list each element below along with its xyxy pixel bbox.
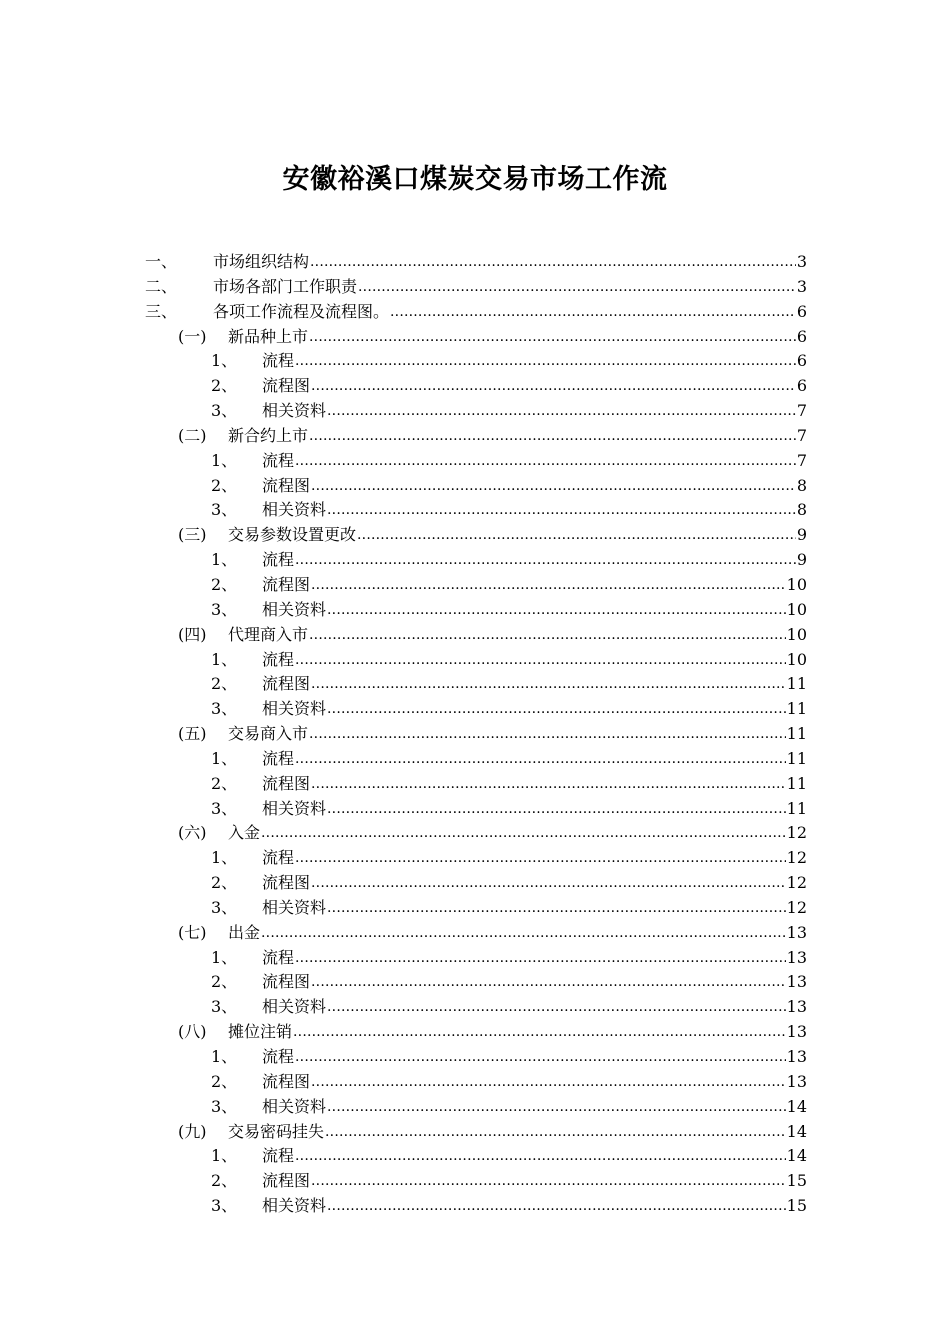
toc-dot-leader (311, 373, 796, 399)
toc-entry-title: 流程 (262, 848, 295, 868)
toc-entry-title: 相关资料 (262, 1096, 327, 1116)
toc-entry[interactable] (145, 921, 807, 946)
toc-entry-title: 相关资料 (262, 699, 327, 719)
toc-entry-title: 流程图 (262, 773, 311, 793)
toc-entry-page-number: 8 (796, 500, 807, 520)
toc-entry-page-number: 13 (786, 1022, 807, 1042)
toc-entry-number: 二、 (145, 276, 178, 296)
toc-entry-page-number: 8 (796, 475, 807, 495)
toc-entry[interactable] (145, 399, 807, 424)
toc-entry-title: 相关资料 (262, 599, 327, 619)
toc-entry-title: 相关资料 (262, 500, 327, 520)
toc-dot-leader (261, 820, 786, 846)
toc-entry[interactable] (145, 1120, 807, 1145)
toc-entry-title: 流程图 (262, 376, 311, 396)
toc-dot-leader (358, 274, 796, 300)
toc-dot-leader (295, 845, 786, 871)
toc-entry-number: 2、 (211, 674, 238, 694)
toc-entry-title: 流程图 (262, 873, 311, 893)
toc-entry-number: (三) (178, 525, 207, 545)
toc-entry[interactable] (145, 672, 807, 697)
toc-entry-page-number: 6 (796, 326, 807, 346)
toc-dot-leader (309, 324, 796, 350)
toc-entry-number: 2、 (211, 475, 238, 495)
toc-entry[interactable] (145, 697, 807, 722)
toc-entry-page-number: 13 (786, 972, 807, 992)
toc-entry-page-number: 7 (796, 450, 807, 470)
toc-entry-number: 3、 (211, 699, 238, 719)
toc-dot-leader (309, 423, 796, 449)
toc-dot-leader (327, 597, 786, 623)
toc-entry[interactable] (145, 598, 807, 623)
toc-entry-page-number: 14 (786, 1146, 807, 1166)
toc-entry-page-number: 12 (786, 897, 807, 917)
toc-entry-page-number: 12 (786, 873, 807, 893)
toc-dot-leader (311, 1069, 786, 1095)
toc-entry-page-number: 7 (796, 425, 807, 445)
toc-entry[interactable] (145, 946, 807, 971)
toc-entry-page-number: 11 (786, 674, 807, 694)
toc-entry-number: 3、 (211, 1196, 238, 1216)
toc-entry[interactable] (145, 722, 807, 747)
toc-entry[interactable] (145, 424, 807, 449)
toc-entry-page-number: 13 (786, 997, 807, 1017)
toc-entry[interactable] (145, 449, 807, 474)
toc-dot-leader (311, 771, 786, 797)
toc-entry-page-number: 12 (786, 848, 807, 868)
toc-entry[interactable] (145, 772, 807, 797)
toc-dot-leader (390, 299, 796, 325)
toc-entry-page-number: 6 (796, 351, 807, 371)
toc-dot-leader (261, 920, 786, 946)
toc-entry[interactable] (145, 374, 807, 399)
toc-entry-page-number: 14 (786, 1096, 807, 1116)
toc-entry-page-number: 12 (786, 823, 807, 843)
toc-entry-number: 2、 (211, 773, 238, 793)
toc-entry[interactable] (145, 275, 807, 300)
toc-entry-title: 交易密码挂失 (228, 1121, 325, 1141)
toc-entry-title: 流程 (262, 351, 295, 371)
toc-entry-number: 3、 (211, 401, 238, 421)
toc-entry-title: 流程图 (262, 1171, 311, 1191)
toc-entry-title: 相关资料 (262, 798, 327, 818)
toc-dot-leader (309, 721, 786, 747)
toc-entry-title: 流程 (262, 748, 295, 768)
toc-entry-number: 2、 (211, 972, 238, 992)
toc-entry-number: 一、 (145, 252, 178, 271)
document-title: 安徽裕溪口煤炭交易市场工作流 (282, 164, 668, 195)
toc-entry-page-number: 7 (796, 401, 807, 421)
toc-dot-leader (295, 647, 786, 673)
toc-entry-number: (五) (178, 724, 207, 744)
toc-entry-number: 1、 (211, 1047, 238, 1066)
toc-dot-leader (327, 398, 796, 424)
toc-dot-leader (311, 870, 786, 896)
toc-entry-number: 1、 (211, 848, 238, 868)
toc-entry[interactable] (145, 846, 807, 871)
toc-entry-title: 流程图 (262, 674, 311, 694)
toc-entry-number: 2、 (211, 873, 238, 893)
toc-entry-page-number: 13 (786, 922, 807, 942)
toc-entry-page-number: 11 (786, 748, 807, 768)
toc-entry-page-number: 9 (796, 525, 807, 545)
toc-entry[interactable] (145, 349, 807, 374)
toc-entry[interactable] (145, 871, 807, 896)
toc-entry-title: 流程 (262, 947, 295, 967)
toc-entry[interactable] (145, 474, 807, 499)
toc-entry-title: 市场组织结构 (213, 252, 310, 271)
toc-entry-number: (四) (178, 624, 207, 644)
toc-dot-leader (327, 796, 786, 822)
toc-dot-leader (311, 572, 786, 598)
toc-entry[interactable] (145, 896, 807, 921)
toc-dot-leader (295, 448, 796, 474)
toc-entry-title: 出金 (228, 922, 261, 942)
toc-entry-title: 相关资料 (262, 401, 327, 421)
toc-entry[interactable] (145, 970, 807, 995)
toc-entry-title: 入金 (228, 823, 261, 843)
toc-dot-leader (295, 746, 786, 772)
toc-dot-leader (295, 348, 796, 374)
toc-entry-number: 1、 (211, 649, 238, 669)
table-of-contents (145, 250, 807, 1219)
toc-entry-page-number: 10 (786, 649, 807, 669)
toc-entry-page-number: 13 (786, 1047, 807, 1066)
toc-entry-number: 1、 (211, 947, 238, 967)
toc-entry-title: 相关资料 (262, 997, 327, 1017)
toc-entry-page-number: 14 (786, 1121, 807, 1141)
toc-dot-leader (327, 895, 786, 921)
toc-entry-number: (八) (178, 1022, 207, 1042)
toc-entry-page-number: 10 (786, 574, 807, 594)
toc-entry-title: 流程 (262, 450, 295, 470)
toc-entry-page-number: 10 (786, 624, 807, 644)
toc-entry-title: 新合约上市 (228, 425, 309, 445)
toc-entry-number: 3、 (211, 897, 238, 917)
toc-entry-number: 3、 (211, 997, 238, 1017)
toc-entry-number: 1、 (211, 351, 238, 371)
toc-entry-title: 流程图 (262, 972, 311, 992)
toc-entry-title: 交易参数设置更改 (228, 525, 357, 545)
toc-dot-leader (311, 671, 786, 697)
toc-entry-title: 摊位注销 (228, 1022, 293, 1042)
toc-entry[interactable] (145, 1095, 807, 1120)
toc-entry[interactable] (145, 995, 807, 1020)
toc-dot-leader (327, 1094, 786, 1120)
toc-dot-leader (327, 994, 786, 1020)
toc-entry[interactable] (145, 325, 807, 350)
toc-entry-title: 代理商入市 (228, 624, 309, 644)
toc-entry-title: 流程图 (262, 574, 311, 594)
toc-entry-page-number: 15 (786, 1196, 807, 1216)
toc-entry[interactable] (145, 1169, 807, 1194)
toc-entry-number: 三、 (145, 301, 178, 321)
toc-entry[interactable] (145, 1045, 807, 1070)
toc-entry-title: 各项工作流程及流程图。 (213, 301, 390, 321)
toc-entry-title: 流程 (262, 550, 295, 570)
toc-entry[interactable] (145, 548, 807, 573)
toc-entry-title: 流程 (262, 1047, 295, 1066)
toc-entry[interactable] (145, 623, 807, 648)
toc-dot-leader (327, 497, 796, 523)
toc-dot-leader (310, 249, 796, 275)
toc-entry[interactable] (145, 573, 807, 598)
toc-entry-title: 相关资料 (262, 897, 327, 917)
toc-entry[interactable] (145, 648, 807, 673)
toc-dot-leader (295, 945, 786, 971)
toc-entry-number: 1、 (211, 450, 238, 470)
toc-entry-number: (九) (178, 1121, 207, 1141)
toc-entry-number: 3、 (211, 798, 238, 818)
toc-entry-title: 相关资料 (262, 1196, 327, 1216)
toc-entry-number: 3、 (211, 599, 238, 619)
toc-entry-page-number: 3 (796, 252, 807, 271)
toc-entry-page-number: 11 (786, 798, 807, 818)
toc-entry-number: 1、 (211, 748, 238, 768)
toc-entry-number: 1、 (211, 550, 238, 570)
toc-entry[interactable] (145, 523, 807, 548)
toc-entry-page-number: 6 (796, 376, 807, 396)
toc-entry[interactable] (145, 300, 807, 325)
toc-dot-leader (311, 969, 786, 995)
toc-entry-number: 1、 (211, 1146, 238, 1166)
toc-entry-number: 2、 (211, 1171, 238, 1191)
toc-entry[interactable] (145, 747, 807, 772)
toc-entry[interactable] (145, 1194, 807, 1219)
toc-entry-page-number: 10 (786, 599, 807, 619)
toc-entry-page-number: 11 (786, 699, 807, 719)
toc-entry-title: 流程图 (262, 475, 311, 495)
toc-dot-leader (295, 547, 796, 573)
toc-entry-number: (七) (178, 922, 207, 942)
toc-entry-title: 流程 (262, 1146, 295, 1166)
toc-entry[interactable] (145, 1020, 807, 1045)
toc-dot-leader (357, 522, 796, 548)
toc-entry-page-number: 11 (786, 724, 807, 744)
toc-entry-number: 2、 (211, 574, 238, 594)
toc-dot-leader (327, 1193, 786, 1219)
toc-dot-leader (311, 473, 796, 499)
toc-dot-leader (327, 696, 786, 722)
toc-entry-page-number: 3 (796, 276, 807, 296)
toc-entry-number: 3、 (211, 1096, 238, 1116)
toc-entry[interactable] (145, 1144, 807, 1169)
toc-entry-title: 流程 (262, 649, 295, 669)
toc-dot-leader (295, 1044, 786, 1070)
toc-entry-page-number: 13 (786, 1071, 807, 1091)
toc-entry-number: 3、 (211, 500, 238, 520)
toc-entry[interactable] (145, 1070, 807, 1095)
toc-entry[interactable] (145, 250, 807, 275)
toc-entry-page-number: 9 (796, 550, 807, 570)
toc-entry-page-number: 11 (786, 773, 807, 793)
toc-entry-page-number: 13 (786, 947, 807, 967)
toc-dot-leader (295, 1143, 786, 1169)
toc-entry[interactable] (145, 797, 807, 822)
toc-dot-leader (293, 1019, 786, 1045)
toc-entry-number: (一) (178, 326, 207, 346)
toc-entry-page-number: 6 (796, 301, 807, 321)
toc-entry-title: 新品种上市 (228, 326, 309, 346)
toc-entry[interactable] (145, 821, 807, 846)
toc-dot-leader (309, 622, 786, 648)
toc-entry[interactable] (145, 498, 807, 523)
toc-entry-number: (二) (178, 425, 207, 445)
toc-entry-number: 2、 (211, 376, 238, 396)
toc-entry-number: (六) (178, 823, 207, 843)
toc-entry-title: 交易商入市 (228, 724, 309, 744)
toc-dot-leader (325, 1119, 786, 1145)
toc-entry-page-number: 15 (786, 1171, 807, 1191)
toc-entry-number: 2、 (211, 1071, 238, 1091)
toc-entry-title: 市场各部门工作职责 (213, 276, 358, 296)
toc-dot-leader (311, 1168, 786, 1194)
toc-entry-title: 流程图 (262, 1071, 311, 1091)
